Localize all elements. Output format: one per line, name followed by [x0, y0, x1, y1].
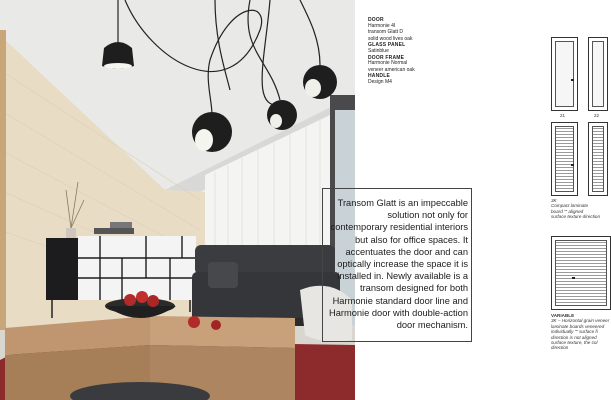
door-number: 21 [560, 113, 566, 118]
spec-label: DOOR [368, 17, 384, 23]
note-line: board “” aligned [551, 208, 584, 214]
spec-row [368, 43, 478, 54]
note-line: surface texture direction [551, 214, 601, 220]
note-line: direction [551, 345, 569, 351]
door-drawing-compact [551, 122, 578, 196]
door-drawing-21 [551, 37, 578, 111]
spec-row [368, 74, 478, 85]
door-handle-icon [571, 164, 574, 166]
door-panel [592, 41, 604, 107]
spec-row [368, 56, 478, 67]
door-handle-icon [571, 79, 574, 81]
spec-label: HANDLE [368, 73, 391, 80]
door-panel-hatched [555, 126, 574, 192]
spec-value: solid wood lives oak [368, 35, 413, 42]
door-panel [555, 41, 574, 107]
spec-value: veneer american oak [368, 66, 415, 73]
wood-edge [0, 30, 6, 330]
spec-value: Harmonie Normal [368, 60, 408, 67]
note-line: direction is not aligned [551, 334, 597, 340]
note-line: 3K – Horizontal grain veneer [551, 318, 610, 324]
door-panel-hatched [555, 240, 607, 306]
variable-grain-note [551, 313, 611, 351]
door-drawing-compact-2 [588, 122, 608, 196]
spec-label: DOOR FRAME [368, 54, 405, 61]
door-panel-hatched [592, 126, 604, 192]
note-line: surface texture, the col [551, 340, 598, 346]
note-line: laminate boards veneered [551, 323, 605, 329]
spec-value: transom Glatt D [368, 29, 404, 36]
spec-value: Design M4 [368, 78, 392, 85]
spec-row [368, 18, 478, 29]
product-specs [368, 18, 478, 87]
spec-row [368, 30, 478, 36]
spec-value: Harmonie 4I [368, 22, 396, 29]
spec-value: Satinblue [368, 47, 389, 54]
door-drawing-variable [551, 236, 611, 310]
door-drawing-22 [588, 37, 608, 111]
note-title: VARIABLE [551, 313, 575, 318]
door-number: 22 [594, 113, 600, 118]
spec-label: GLASS PANEL [368, 42, 406, 49]
door-handle-icon [572, 277, 575, 279]
transom-description: Transom Glatt is an impeccable solution not only for contemporary residential interiors but also for office spaces. It accentuates the door and can optically increase the space it is installed in. Newly available is a transom designed for both Harmonie standard door line and Harmonie door with double-action door mechanism. [328, 198, 468, 331]
note-code: 3K [551, 198, 557, 203]
note-line: Compact laminate [551, 203, 589, 209]
note-line: individually “” surface fi [551, 329, 598, 335]
compact-laminate-note [551, 198, 611, 220]
